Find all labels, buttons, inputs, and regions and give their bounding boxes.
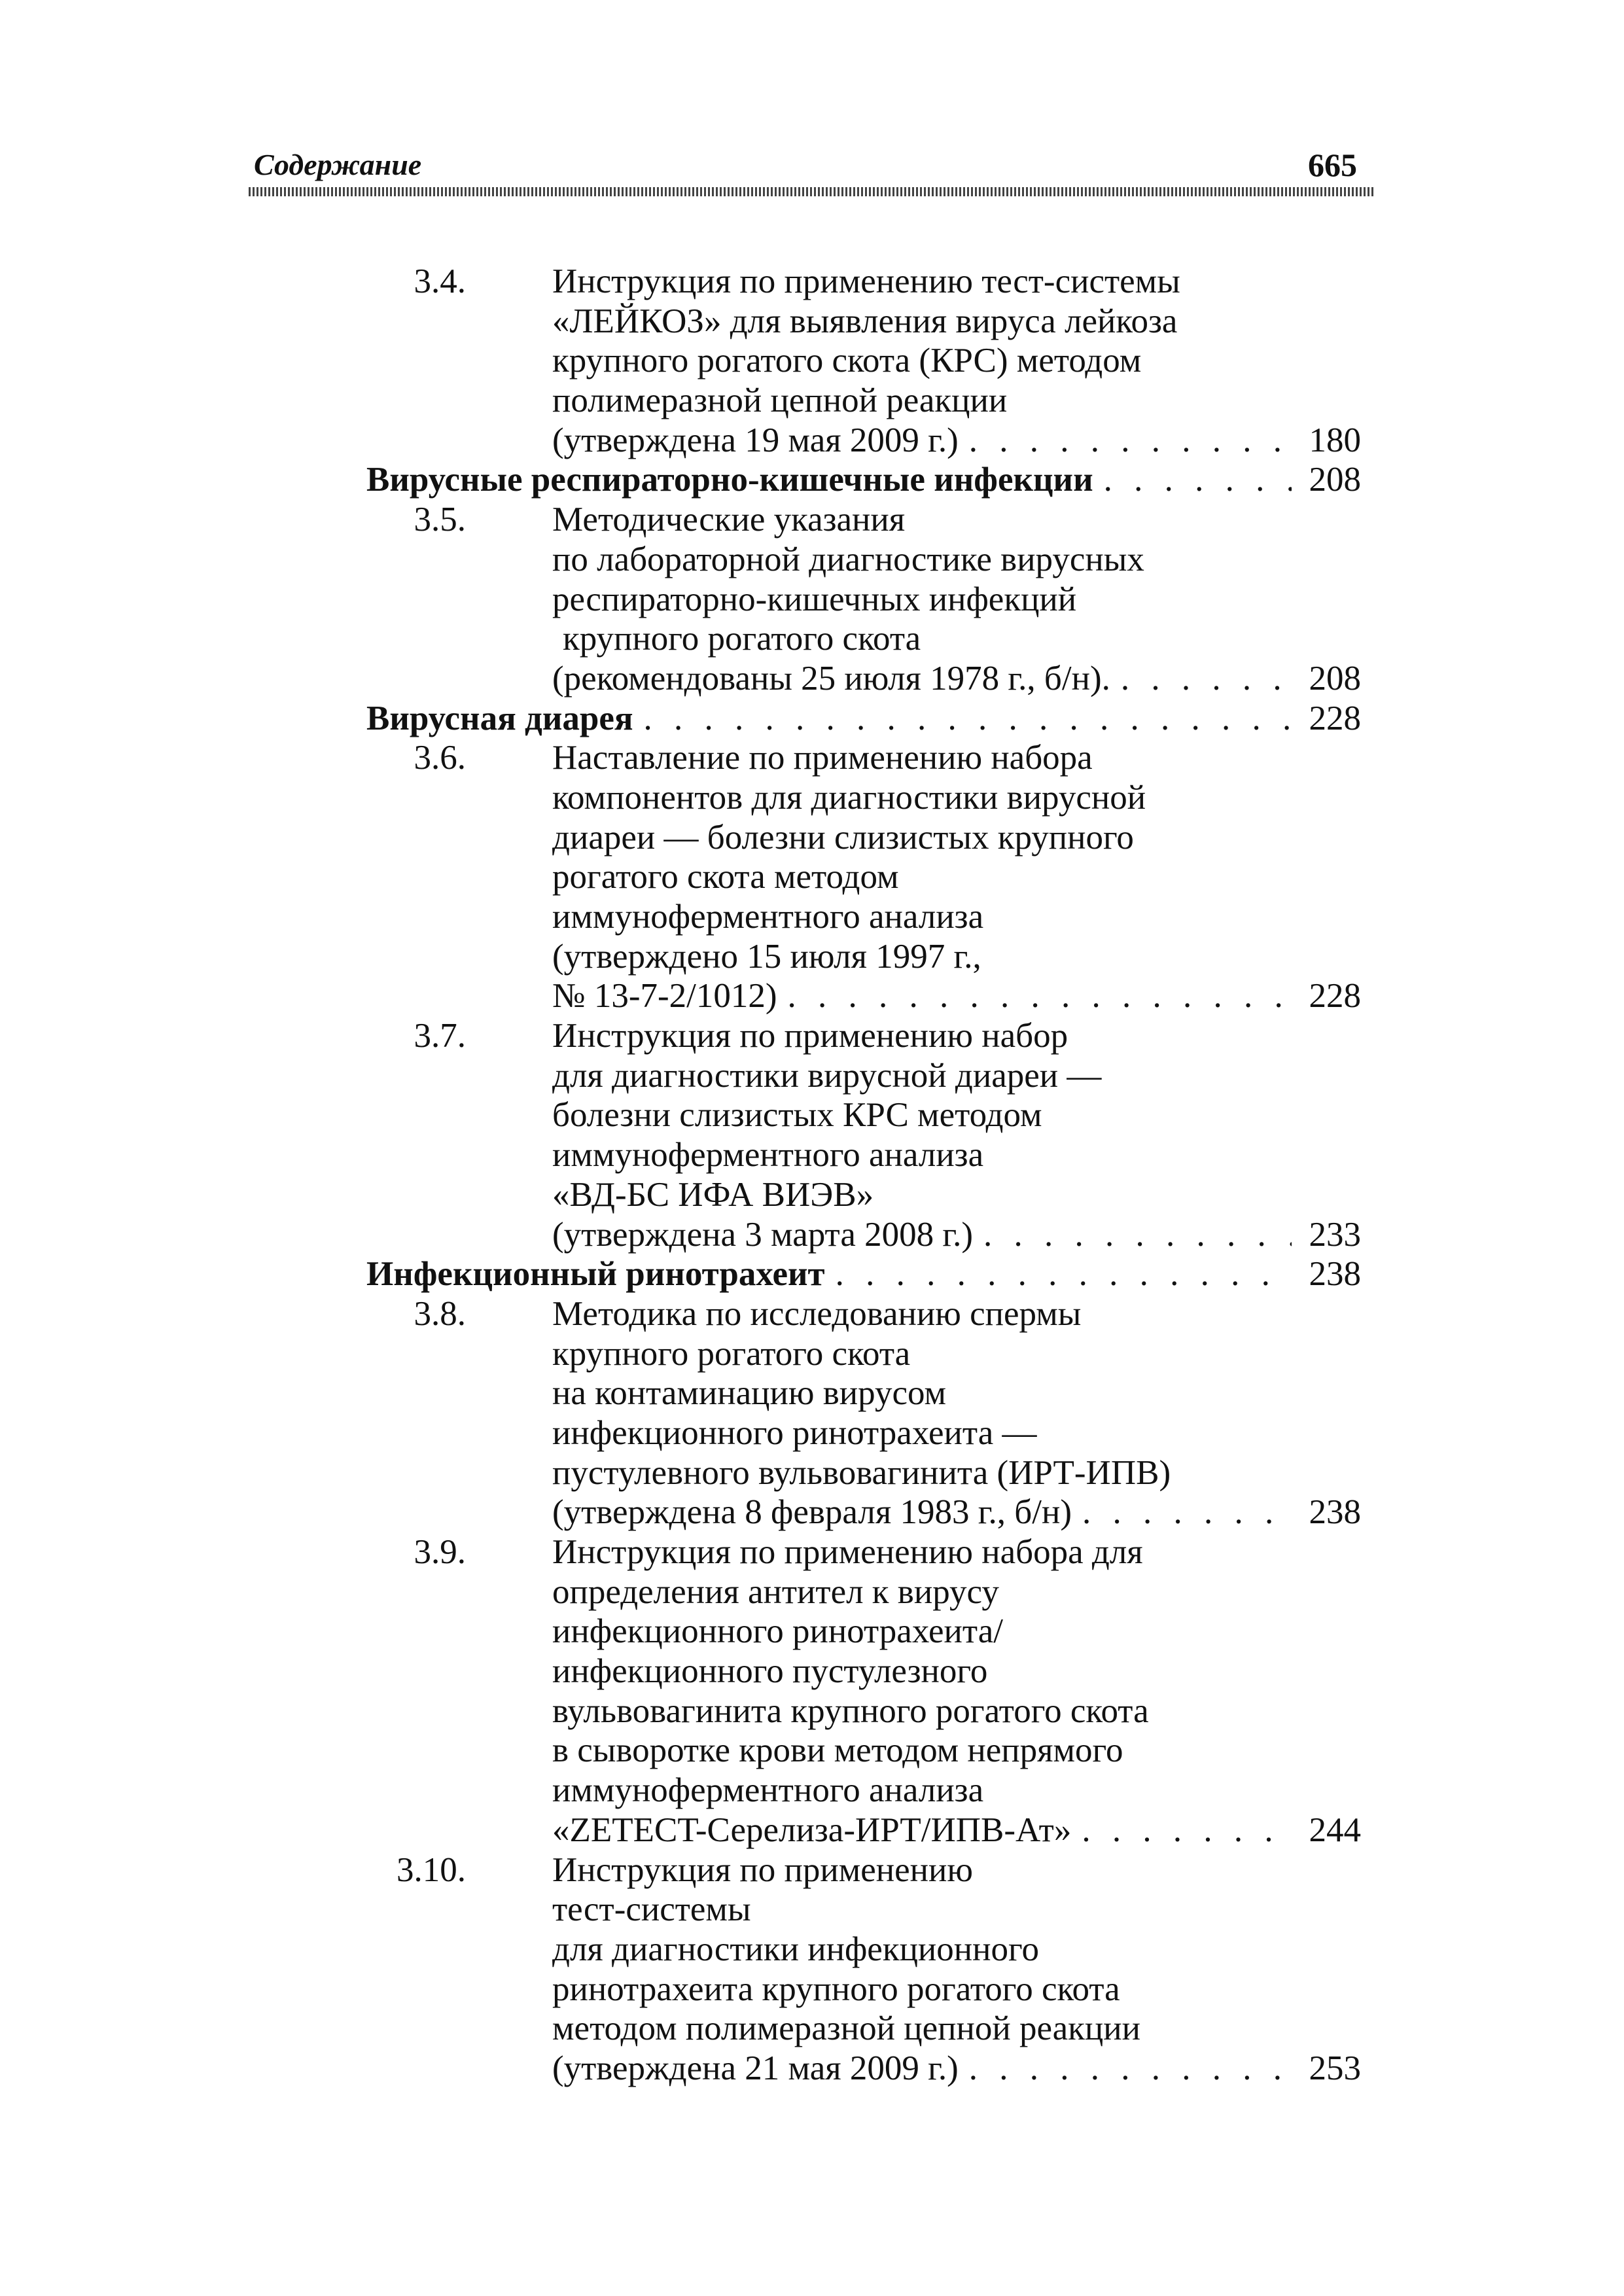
toc-entry-line	[366, 1532, 1361, 1572]
toc-entry-line	[366, 1095, 1361, 1135]
toc-entry-text: иммуноферментного анализа	[552, 1771, 984, 1810]
toc-entry-line	[366, 1492, 1361, 1532]
toc-leader-line	[366, 1254, 1361, 1294]
toc-entry-text: пустулевного вульвовагинита (ИРТ-ИПВ)	[552, 1453, 1171, 1492]
dot-leader	[983, 1215, 1292, 1255]
toc-entry-text: определения антител к вирусу	[552, 1572, 999, 1611]
toc-entry-number: 3.7.	[414, 1017, 466, 1055]
toc-page-number: 233	[1309, 1215, 1361, 1254]
toc-section-line	[366, 460, 1361, 500]
toc-entry-line	[366, 1453, 1361, 1493]
toc-entry-line	[366, 1413, 1361, 1453]
toc-entry-line	[366, 1334, 1361, 1374]
toc-entry-line	[366, 381, 1361, 421]
toc-entry-text: на контаминацию вирусом	[552, 1374, 946, 1413]
toc-entry-line	[366, 1175, 1361, 1215]
toc-entry-text: инфекционного ринотрахеита/	[552, 1612, 1003, 1651]
toc-leader-line	[366, 2049, 1361, 2089]
toc-leader-line	[366, 699, 1361, 739]
toc-section-line	[366, 699, 1361, 739]
toc-entry-line	[366, 937, 1361, 977]
toc-entry-line	[366, 1969, 1361, 2009]
toc-entry-text: иммуноферментного анализа	[552, 898, 984, 936]
toc-entry-line	[366, 262, 1361, 302]
toc-entry-line	[366, 2049, 1361, 2089]
toc-entry-line	[366, 540, 1361, 580]
toc-entry-number: 3.9.	[414, 1533, 466, 1571]
toc-page-number: 228	[1309, 977, 1361, 1016]
toc-entry-text: Методика по исследованию спермы	[552, 1294, 1082, 1333]
toc-entry-text: крупного рогатого скота	[552, 1334, 911, 1373]
toc-entry-text: (утверждена 19 мая 2009 г.)	[552, 421, 959, 459]
toc-page-number: 208	[1309, 659, 1361, 698]
dot-leader	[1082, 1492, 1292, 1532]
toc-entry-line	[366, 1135, 1361, 1175]
toc-entry-text: Инструкция по применению набор	[552, 1017, 1068, 1055]
toc-entry-line	[366, 857, 1361, 897]
toc-entry-number: 3.4.	[414, 262, 466, 300]
toc-entry-text: в сыворотке крови методом непрямого	[552, 1731, 1123, 1770]
toc-entry-text: (рекомендованы 25 июля 1978 г., б/н).	[552, 659, 1110, 698]
toc-entry-line	[366, 421, 1361, 461]
toc-section-title: Вирусная диарея	[366, 699, 633, 737]
toc-entry-text: «ВД-БС ИФА ВИЭВ»	[552, 1175, 874, 1214]
toc-leader-line	[366, 1492, 1361, 1532]
toc-entry-text: крупного рогатого скота	[563, 620, 921, 658]
toc-entry-text: (утверждена 21 мая 2009 г.)	[552, 2049, 959, 2087]
toc-section-title: Вирусные респираторно-кишечные инфекции	[366, 461, 1093, 499]
toc-leader-line	[366, 659, 1361, 699]
toc-page-number: 228	[1309, 699, 1361, 737]
toc-entry-line	[366, 659, 1361, 699]
toc-entry-text: Инструкция по применению набора для	[552, 1533, 1143, 1571]
dot-leader	[1104, 460, 1292, 500]
dot-leader	[969, 2049, 1292, 2089]
toc-page-number: 208	[1309, 461, 1361, 499]
toc-entry-line	[366, 1651, 1361, 1691]
toc-entry-line	[366, 897, 1361, 937]
toc-entry-line	[366, 2009, 1361, 2049]
toc-entry-line	[366, 738, 1361, 778]
toc-entry-line	[366, 1890, 1361, 1930]
toc-entry-text: Наставление по применению набора	[552, 739, 1093, 777]
toc-entry-text: полимеразной цепной реакции	[552, 381, 1008, 420]
toc-page-number: 244	[1309, 1810, 1361, 1849]
table-of-contents	[366, 262, 1361, 2089]
toc-entry-text: ринотрахеита крупного рогатого скота	[552, 1969, 1120, 2008]
toc-page-number: 238	[1309, 1255, 1361, 1294]
toc-entry-line	[366, 1810, 1361, 1850]
toc-entry-line	[366, 976, 1361, 1016]
toc-entry-line	[366, 341, 1361, 381]
toc-entry-line	[366, 1612, 1361, 1651]
toc-entry-line	[366, 1215, 1361, 1255]
toc-entry-text: крупного рогатого скота (КРС) методом	[552, 342, 1142, 380]
toc-leader-line	[366, 1810, 1361, 1850]
toc-entry-text: инфекционного пустулезного	[552, 1652, 988, 1691]
toc-entry-text: диареи — болезни слизистых крупного	[552, 818, 1134, 857]
toc-entry-line	[366, 818, 1361, 858]
toc-entry-line	[366, 1056, 1361, 1096]
page-number: 665	[1308, 147, 1357, 183]
toc-entry-text: компонентов для диагностики вирусной	[552, 778, 1146, 817]
toc-entry-line	[366, 302, 1361, 342]
toc-page-number: 238	[1309, 1493, 1361, 1532]
toc-entry-line	[366, 1691, 1361, 1731]
toc-entry-line	[366, 1294, 1361, 1334]
toc-entry-line	[366, 580, 1361, 620]
toc-entry-line	[366, 1771, 1361, 1810]
toc-entry-text: (утверждено 15 июля 1997 г.,	[552, 937, 981, 976]
toc-entry-text: тест-системы	[552, 1890, 751, 1929]
toc-entry-text: Инструкция по применению тест-системы	[552, 262, 1180, 300]
dot-leader	[836, 1254, 1292, 1294]
dot-leader	[788, 976, 1292, 1016]
dot-leader	[1082, 1810, 1292, 1850]
running-head	[249, 145, 1374, 185]
dot-leader	[644, 699, 1292, 739]
toc-entry-number: 3.10.	[397, 1850, 466, 1889]
toc-entry-text: «ZETECT-Серелиза-ИРТ/ИПВ-Ат»	[552, 1810, 1072, 1849]
toc-entry-text: рогатого скота методом	[552, 858, 899, 896]
toc-entry-text: № 13-7-2/1012)	[552, 977, 777, 1016]
toc-section-title: Инфекционный ринотрахеит	[366, 1255, 825, 1294]
toc-entry-text: иммуноферментного анализа	[552, 1136, 984, 1174]
toc-leader-line	[366, 460, 1361, 500]
toc-entry-text: (утверждена 3 марта 2008 г.)	[552, 1215, 974, 1254]
toc-leader-line	[366, 976, 1361, 1016]
toc-entry-number: 3.8.	[414, 1294, 466, 1333]
toc-entry-text: для диагностики инфекционного	[552, 1930, 1039, 1968]
toc-entry-text: по лабораторной диагностике вирусных	[552, 540, 1144, 578]
toc-entry-number: 3.6.	[414, 739, 466, 777]
toc-entry-line	[366, 1850, 1361, 1890]
toc-entry-text: вульвовагинита крупного рогатого скота	[552, 1691, 1149, 1730]
toc-entry-text: для диагностики вирусной диареи —	[552, 1056, 1102, 1095]
header-rule	[249, 187, 1375, 196]
toc-entry-text: Инструкция по применению	[552, 1850, 973, 1889]
toc-entry-number: 3.5.	[414, 501, 466, 539]
toc-entry-text: респираторно-кишечных инфекций	[552, 580, 1077, 618]
toc-entry-text: (утверждена 8 февраля 1983 г., б/н)	[552, 1493, 1072, 1532]
toc-entry-text: болезни слизистых КРС методом	[552, 1096, 1042, 1135]
toc-entry-text: методом полимеразной цепной реакции	[552, 2009, 1140, 2048]
toc-entry-text: Методические указания	[552, 501, 906, 539]
toc-entry-line	[366, 619, 1361, 659]
toc-page-number: 180	[1309, 421, 1361, 459]
dot-leader	[969, 421, 1292, 461]
toc-entry-line	[366, 1373, 1361, 1413]
toc-entry-line	[366, 1930, 1361, 1969]
toc-section-line	[366, 1254, 1361, 1294]
dot-leader	[1121, 659, 1292, 699]
toc-entry-text: инфекционного ринотрахеита —	[552, 1413, 1037, 1452]
toc-entry-line	[366, 1731, 1361, 1771]
toc-page-number: 253	[1309, 2049, 1361, 2087]
toc-entry-line	[366, 778, 1361, 818]
toc-entry-line	[366, 1572, 1361, 1612]
toc-entry-line	[366, 1016, 1361, 1056]
running-title: Содержание	[254, 148, 422, 181]
toc-leader-line	[366, 1215, 1361, 1255]
toc-entry-line	[366, 500, 1361, 540]
toc-entry-text: «ЛЕЙКОЗ» для выявления вируса лейкоза	[552, 302, 1178, 340]
toc-leader-line	[366, 421, 1361, 461]
